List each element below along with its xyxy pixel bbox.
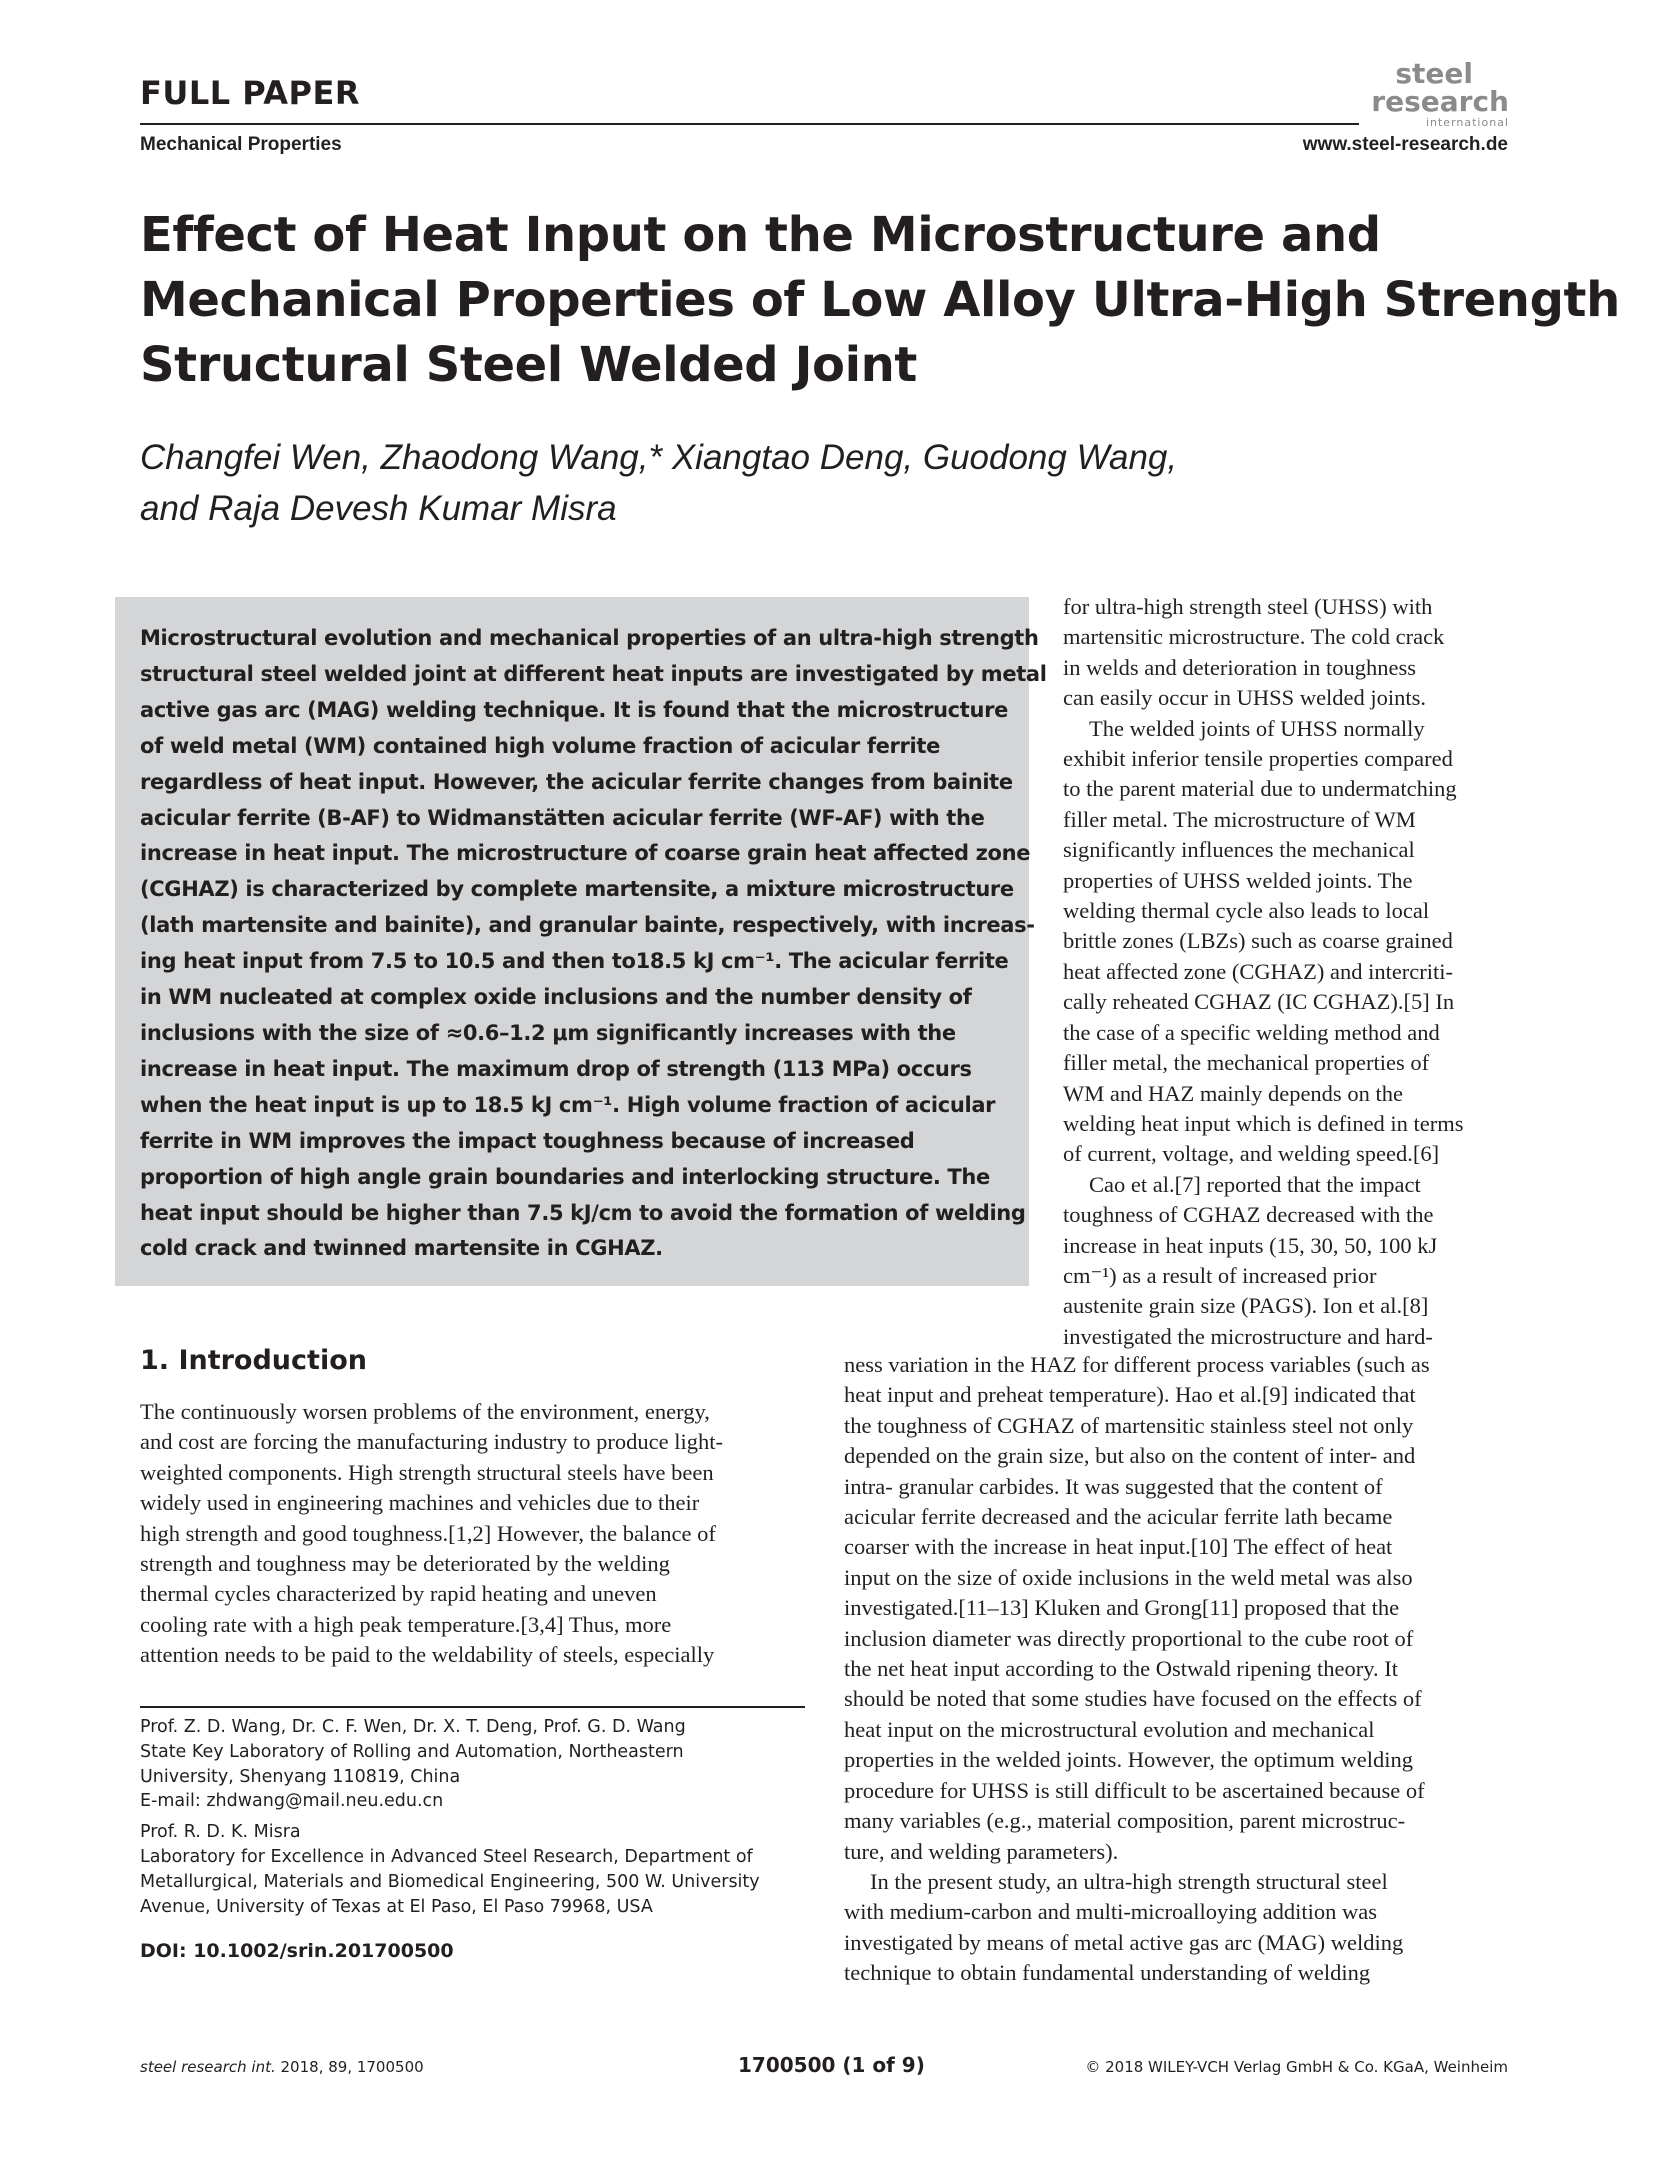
text-line: attention needs to be paid to the weldability of steels, especially [140,1642,715,1668]
text-line: in welds and deterioration in toughness [1063,654,1417,680]
text-line: martensitic microstructure. The cold crack [1063,624,1445,650]
text-line: technique to obtain fundamental understanding of welding [844,1960,1371,1986]
text-line: increase in heat input. The maximum drop of strength (113 MPa) occurs [140,1056,972,1081]
text-line: cm⁻¹) as a result of increased prior [1063,1262,1377,1288]
text-line: significantly influences the mechanical [1063,837,1415,863]
text-line: ture, and welding parameters). [844,1838,1119,1864]
text-line: active gas arc (MAG) welding technique. It is found that the microstructure [140,697,1008,722]
journal-website-link[interactable]: www.steel-research.de [1302,134,1508,155]
page-number: 1700500 (1 of 9) [738,2053,925,2077]
affiliation-line: Metallurgical, Materials and Biomedical Engineering, 500 W. University [140,1871,760,1892]
affiliation-line: Prof. Z. D. Wang, Dr. C. F. Wen, Dr. X. T. Deng, Prof. G. D. Wang [140,1717,686,1737]
footer-citation-numbers: 2018, 89, 1700500 [280,2058,424,2076]
text-line: increase in heat inputs (15, 30, 50, 100 kJ [1063,1232,1438,1258]
text-line: heat input on the microstructural evolution and mechanical [844,1716,1375,1742]
text-line: In the present study, an ultra-high strength structural steel [870,1868,1388,1894]
logo-line-steel: steel [1395,57,1473,90]
text-line: (lath martensite and bainite), and granular bainte, respectively, with increas- [140,913,1035,938]
text-line: The welded joints of UHSS normally [1089,715,1425,741]
text-line: heat affected zone (CGHAZ) and intercriti- [1063,958,1454,984]
text-line: should be noted that some studies have focused on the effects of [844,1686,1422,1712]
text-line: acicular ferrite decreased and the acicular ferrite lath became [844,1504,1393,1530]
text-line: heat input should be higher than 7.5 kJ/cm to avoid the formation of welding [140,1200,1026,1225]
text-line: can easily occur in UHSS welded joints. [1063,685,1427,711]
text-line: cold crack and twinned martensite in CGHAZ. [140,1236,663,1261]
text-line: inclusion diameter was directly proportional to the cube root of [844,1625,1414,1651]
text-line: the toughness of CGHAZ of martensitic stainless steel not only [844,1412,1414,1438]
paper-title [140,203,1620,398]
text-line: filler metal, the mechanical properties of [1063,1050,1430,1076]
text-line: high strength and good toughness.[1,2] However, the balance of [140,1520,716,1546]
abstract-text [140,621,1047,1267]
text-line: WM and HAZ mainly depends on the [1063,1080,1403,1106]
text-line: properties of UHSS welded joints. The [1063,867,1413,893]
text-line: the net heat input according to the Ostwald ripening theory. It [844,1656,1399,1682]
text-line: of weld metal (WM) contained high volume fraction of acicular ferrite [140,733,940,758]
text-line: proportion of high angle grain boundaries and interlocking structure. The [140,1164,990,1189]
text-line: with medium-carbon and multi-microalloying addition was [844,1899,1378,1925]
text-line: (CGHAZ) is characterized by complete martensite, a mixture microstructure [140,877,1014,902]
text-line: and cost are forcing the manufacturing industry to produce light- [140,1429,723,1455]
text-line: exhibit inferior tensile properties compared [1063,746,1453,772]
text-line: Cao et al.[7] reported that the impact [1089,1171,1421,1197]
text-line: Microstructural evolution and mechanical properties of an ultra-high strength [140,626,1039,650]
author-line: Changfei Wen, Zhaodong Wang,* Xiangtao Deng, Guodong Wang, [140,438,1178,477]
footnote-divider [140,1706,805,1708]
left-column-body [140,1397,805,1671]
logo-line-research: research [1371,85,1509,118]
text-line: cally reheated CGHAZ (IC CGHAZ).[5] In [1063,989,1455,1015]
author-line: and Raja Devesh Kumar Misra [140,489,617,528]
text-line: widely used in engineering machines and vehicles due to their [140,1490,700,1516]
text-line: toughness of CGHAZ decreased with the [1063,1202,1434,1228]
affiliation-line: Laboratory for Excellence in Advanced Steel Research, Department of [140,1846,753,1867]
text-line: increase in heat input. The microstructure of coarse grain heat affected zone [140,841,1031,866]
title-line: Mechanical Properties of Low Alloy Ultra-High Strength [140,272,1620,328]
text-line: ness variation in the HAZ for different process variables (such as [844,1352,1430,1377]
text-line: procedure for UHSS is still difficult to be ascertained because of [844,1777,1425,1803]
text-line: investigated by means of metal active gas arc (MAG) welding [844,1929,1404,1955]
text-line: regardless of heat input. However, the acicular ferrite changes from bainite [140,769,1013,794]
text-line: strength and toughness may be deteriorated by the welding [140,1551,670,1577]
text-line: of current, voltage, and welding speed.[6] [1063,1141,1440,1167]
text-line: ferrite in WM improves the impact toughness because of increased [140,1128,915,1153]
right-column-top [1063,592,1506,1352]
text-line: investigated.[11–13] Kluken and Grong[11] proposed that the [844,1595,1400,1621]
text-line: brittle zones (LBZs) such as coarse grained [1063,928,1453,954]
text-line: cooling rate with a high peak temperature.[3,4] Thus, more [140,1611,672,1637]
text-line: depended on the grain size, but also on the content of inter- and [844,1443,1416,1469]
article-type-label: FULL PAPER [140,74,360,112]
affiliations [140,1715,820,1919]
text-line: austenite grain size (PAGS). Ion et al.[8] [1063,1293,1429,1319]
text-line: in WM nucleated at complex oxide inclusions and the number density of [140,985,972,1010]
affiliation-line: University, Shenyang 110819, China [140,1766,461,1787]
text-line: ing heat input from 7.5 to 10.5 and then to18.5 kJ cm⁻¹. The acicular ferrite [140,949,1009,974]
logo-line-international: international [1425,116,1509,129]
author-list [140,432,1177,534]
text-line: inclusions with the size of ≈0.6–1.2 μm significantly increases with the [140,1020,956,1045]
text-line: thermal cycles characterized by rapid heating and uneven [140,1581,657,1607]
right-column-bottom [844,1350,1506,1989]
title-line: Structural Steel Welded Joint [140,337,917,393]
text-line: many variables (e.g., material composition, parent microstruc- [844,1808,1406,1834]
text-line: properties in the welded joints. However, the optimum welding [844,1747,1413,1773]
text-line: welding thermal cycle also leads to local [1063,898,1430,924]
text-line: The continuously worsen problems of the environment, energy, [140,1399,710,1424]
footer-journal: steel research int. [140,2058,276,2076]
text-line: acicular ferrite (B-AF) to Widmanstätten acicular ferrite (WF-AF) with the [140,805,985,830]
text-line: welding heat input which is defined in terms [1063,1110,1464,1136]
doi-link[interactable]: DOI: 10.1002/srin.201700500 [140,1940,454,1962]
affiliation-line: Prof. R. D. K. Misra [140,1822,301,1843]
text-line: weighted components. High strength structural steels have been [140,1459,714,1485]
text-line: heat input and preheat temperature). Hao et al.[9] indicated that [844,1382,1416,1408]
copyright: © 2018 WILEY-VCH Verlag GmbH & Co. KGaA, Weinheim [1085,2058,1508,2076]
text-line: coarser with the increase in heat input.[10] The effect of heat [844,1534,1393,1560]
email-link[interactable]: E-mail: zhdwang@mail.neu.edu.cn [140,1791,444,1812]
text-line: input on the size of oxide inclusions in the weld metal was also [844,1564,1413,1590]
text-line: for ultra-high strength steel (UHSS) with [1063,594,1433,619]
footer-citation [140,2058,424,2076]
text-line: investigated the microstructure and hard- [1063,1323,1433,1349]
text-line: when the heat input is up to 18.5 kJ cm⁻¹. High volume fraction of acicular [140,1092,996,1117]
introduction-heading: 1. Introduction [140,1345,367,1376]
text-line: structural steel welded joint at different heat inputs are investigated by metal [140,661,1047,686]
text-line: intra- granular carbides. It was suggested that the content of [844,1473,1383,1499]
text-line: filler metal. The microstructure of WM [1063,806,1416,832]
affiliation-line: Avenue, University of Texas at El Paso, El Paso 79968, USA [140,1896,653,1917]
text-line: the case of a specific welding method and [1063,1019,1440,1045]
journal-logo [1357,57,1509,129]
header-divider [140,123,1359,125]
title-line: Effect of Heat Input on the Microstructure and [140,207,1381,263]
text-line: to the parent material due to undermatching [1063,776,1457,802]
section-label: Mechanical Properties [140,134,342,155]
affiliation-line: State Key Laboratory of Rolling and Automation, Northeastern [140,1741,684,1762]
